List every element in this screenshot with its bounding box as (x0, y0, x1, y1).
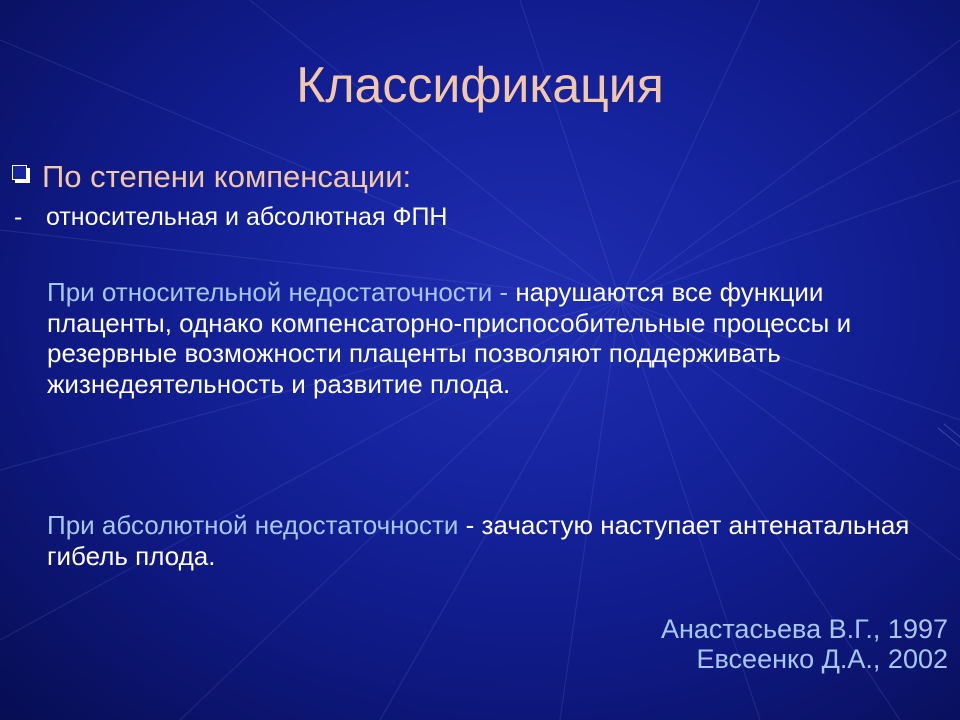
sub-item (14, 202, 447, 232)
authors-block (661, 614, 948, 674)
slide-title: Классификация (296, 57, 664, 113)
paragraph-absolute (47, 510, 927, 571)
bullet-text: По степени компенсации: (42, 159, 412, 194)
paragraph-relative-lead: При относительной недостаточности - (47, 277, 516, 307)
paragraph-relative-text: нарушаются все функции плаценты, однако компенсаторно-приспособительные процессы и резервные возможности плаценты позволяют поддерживать жизнедеятельность и развитие плода. (47, 277, 852, 399)
checkbox-bullet-icon (12, 165, 30, 183)
author-citation: Евсеенко Д.А., 2002 (696, 644, 948, 674)
paragraph-relative (47, 277, 927, 399)
author-citation: Анастасьева В.Г., 1997 (660, 614, 948, 644)
paragraph-absolute-lead: При абсолютной недостаточности (47, 510, 466, 540)
dash-marker: - (14, 203, 23, 231)
sub-item-text: относительная и абсолютная ФПН (46, 203, 448, 231)
paragraph-absolute-text: - зачастую наступает антенатальная гибель плода. (47, 510, 910, 571)
bullet-item (12, 158, 411, 195)
